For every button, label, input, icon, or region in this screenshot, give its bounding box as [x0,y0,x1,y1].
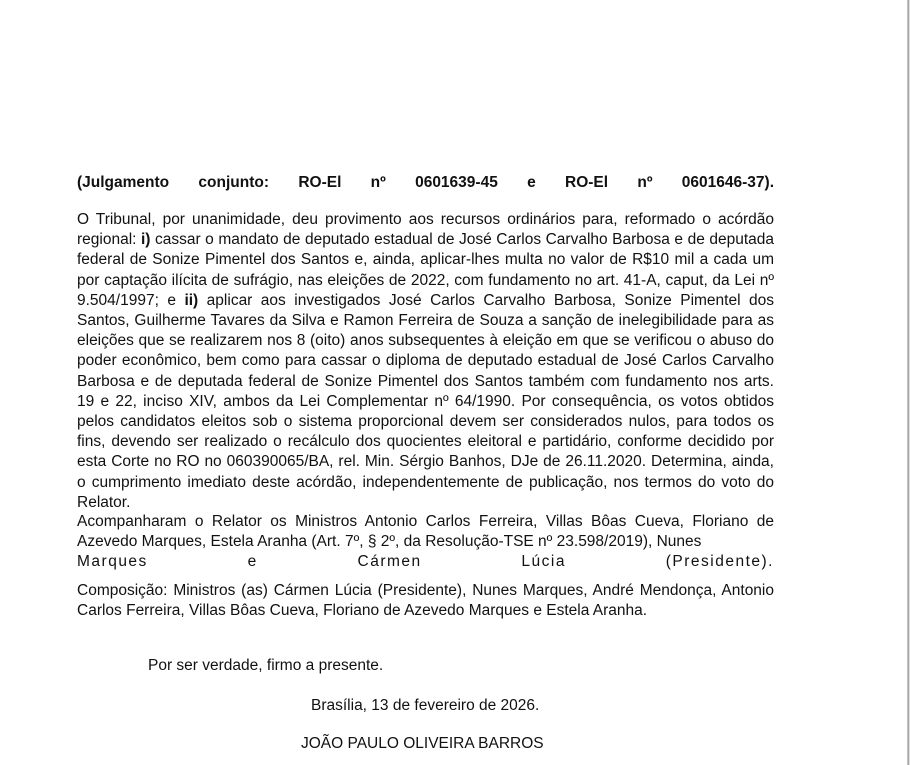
closing-statement: Por ser verdade, firmo a presente. [148,657,384,674]
joint-judgment-heading: (Julgamento conjunto: RO-El nº 0601639-45 e RO-El nº 0601646-37). [77,174,774,191]
ministers-paragraph [77,512,774,573]
ministers-last-line: Marques e Cármen Lúcia (Presidente). [77,553,774,571]
place-and-date: Brasília, 13 de fevereiro de 2026. [311,697,540,714]
composition-paragraph: Composição: Ministros (as) Cármen Lúcia (Presidente), Nunes Marques, André Mendonça, Antonio Carlos Ferreira, Villas Bôas Cueva, Floriano de Azevedo Marques e Estela Aranha. [77,582,774,620]
decision-text-a: O Tribunal, por unanimidade, deu provimento aos recursos ordinários para, reformado o acórdão regional: [77,211,774,249]
item-marker-i: i) [141,231,151,249]
decision-text-b: cassar o mandato de deputado estadual de José Carlos Carvalho Barbosa e de deputada federal de Sonize Pimentel dos Santos e, ainda, aplicar-lhes multa no valor de R$10 mil a cada um por captação ilícita de sufrágio, nas eleições de 2022, com fundamento no art. 41-A, caput, da Lei nº 9.504/1997; e [77,231,775,309]
ministers-text: Acompanharam o Relator os Ministros Antonio Carlos Ferreira, Villas Bôas Cueva, Floriano de Azevedo Marques, Estela Aranha (Art. 7º, § 2º, da Resolução-TSE nº 23.598/2019), Nunes [77,513,774,551]
decision-text-c: aplicar aos investigados José Carlos Carvalho Barbosa, Sonize Pimentel dos Santos, Guilherme Tavares da Silva e Ramon Ferreira de Souza a sanção de inelegibilidade para as eleições que se realizarem nos 8 (oito) anos subsequentes à eleição em que se verificou o abuso do poder econômico, bem como para cassar o diploma de deputado estadual de José Carlos Carvalho Barbosa e de deputada federal de Sonize Pimentel dos Santos também com fundamento nos arts. 19 e 22, inciso XIV, ambos da Lei Complementar nº 64/1990. Por consequência, os votos obtidos pelos candidatos eleitos sob o sistema proporcional devem ser considerados nulos, para todos os fins, devendo ser realizado o recálculo dos quocientes eleitoral e partidário, conforme decidido por esta Corte no RO no 060390065/BA, rel. Min. Sérgio Banhos, DJe de 26.11.2020. Determina, ainda, o cumprimento imediato deste acórdão, independentemente de publicação, nos termos do voto do Relator. [77,291,774,511]
signer-name: JOÃO PAULO OLIVEIRA BARROS [301,735,544,752]
decision-paragraph [77,210,774,513]
item-marker-ii: ii) [184,291,199,309]
